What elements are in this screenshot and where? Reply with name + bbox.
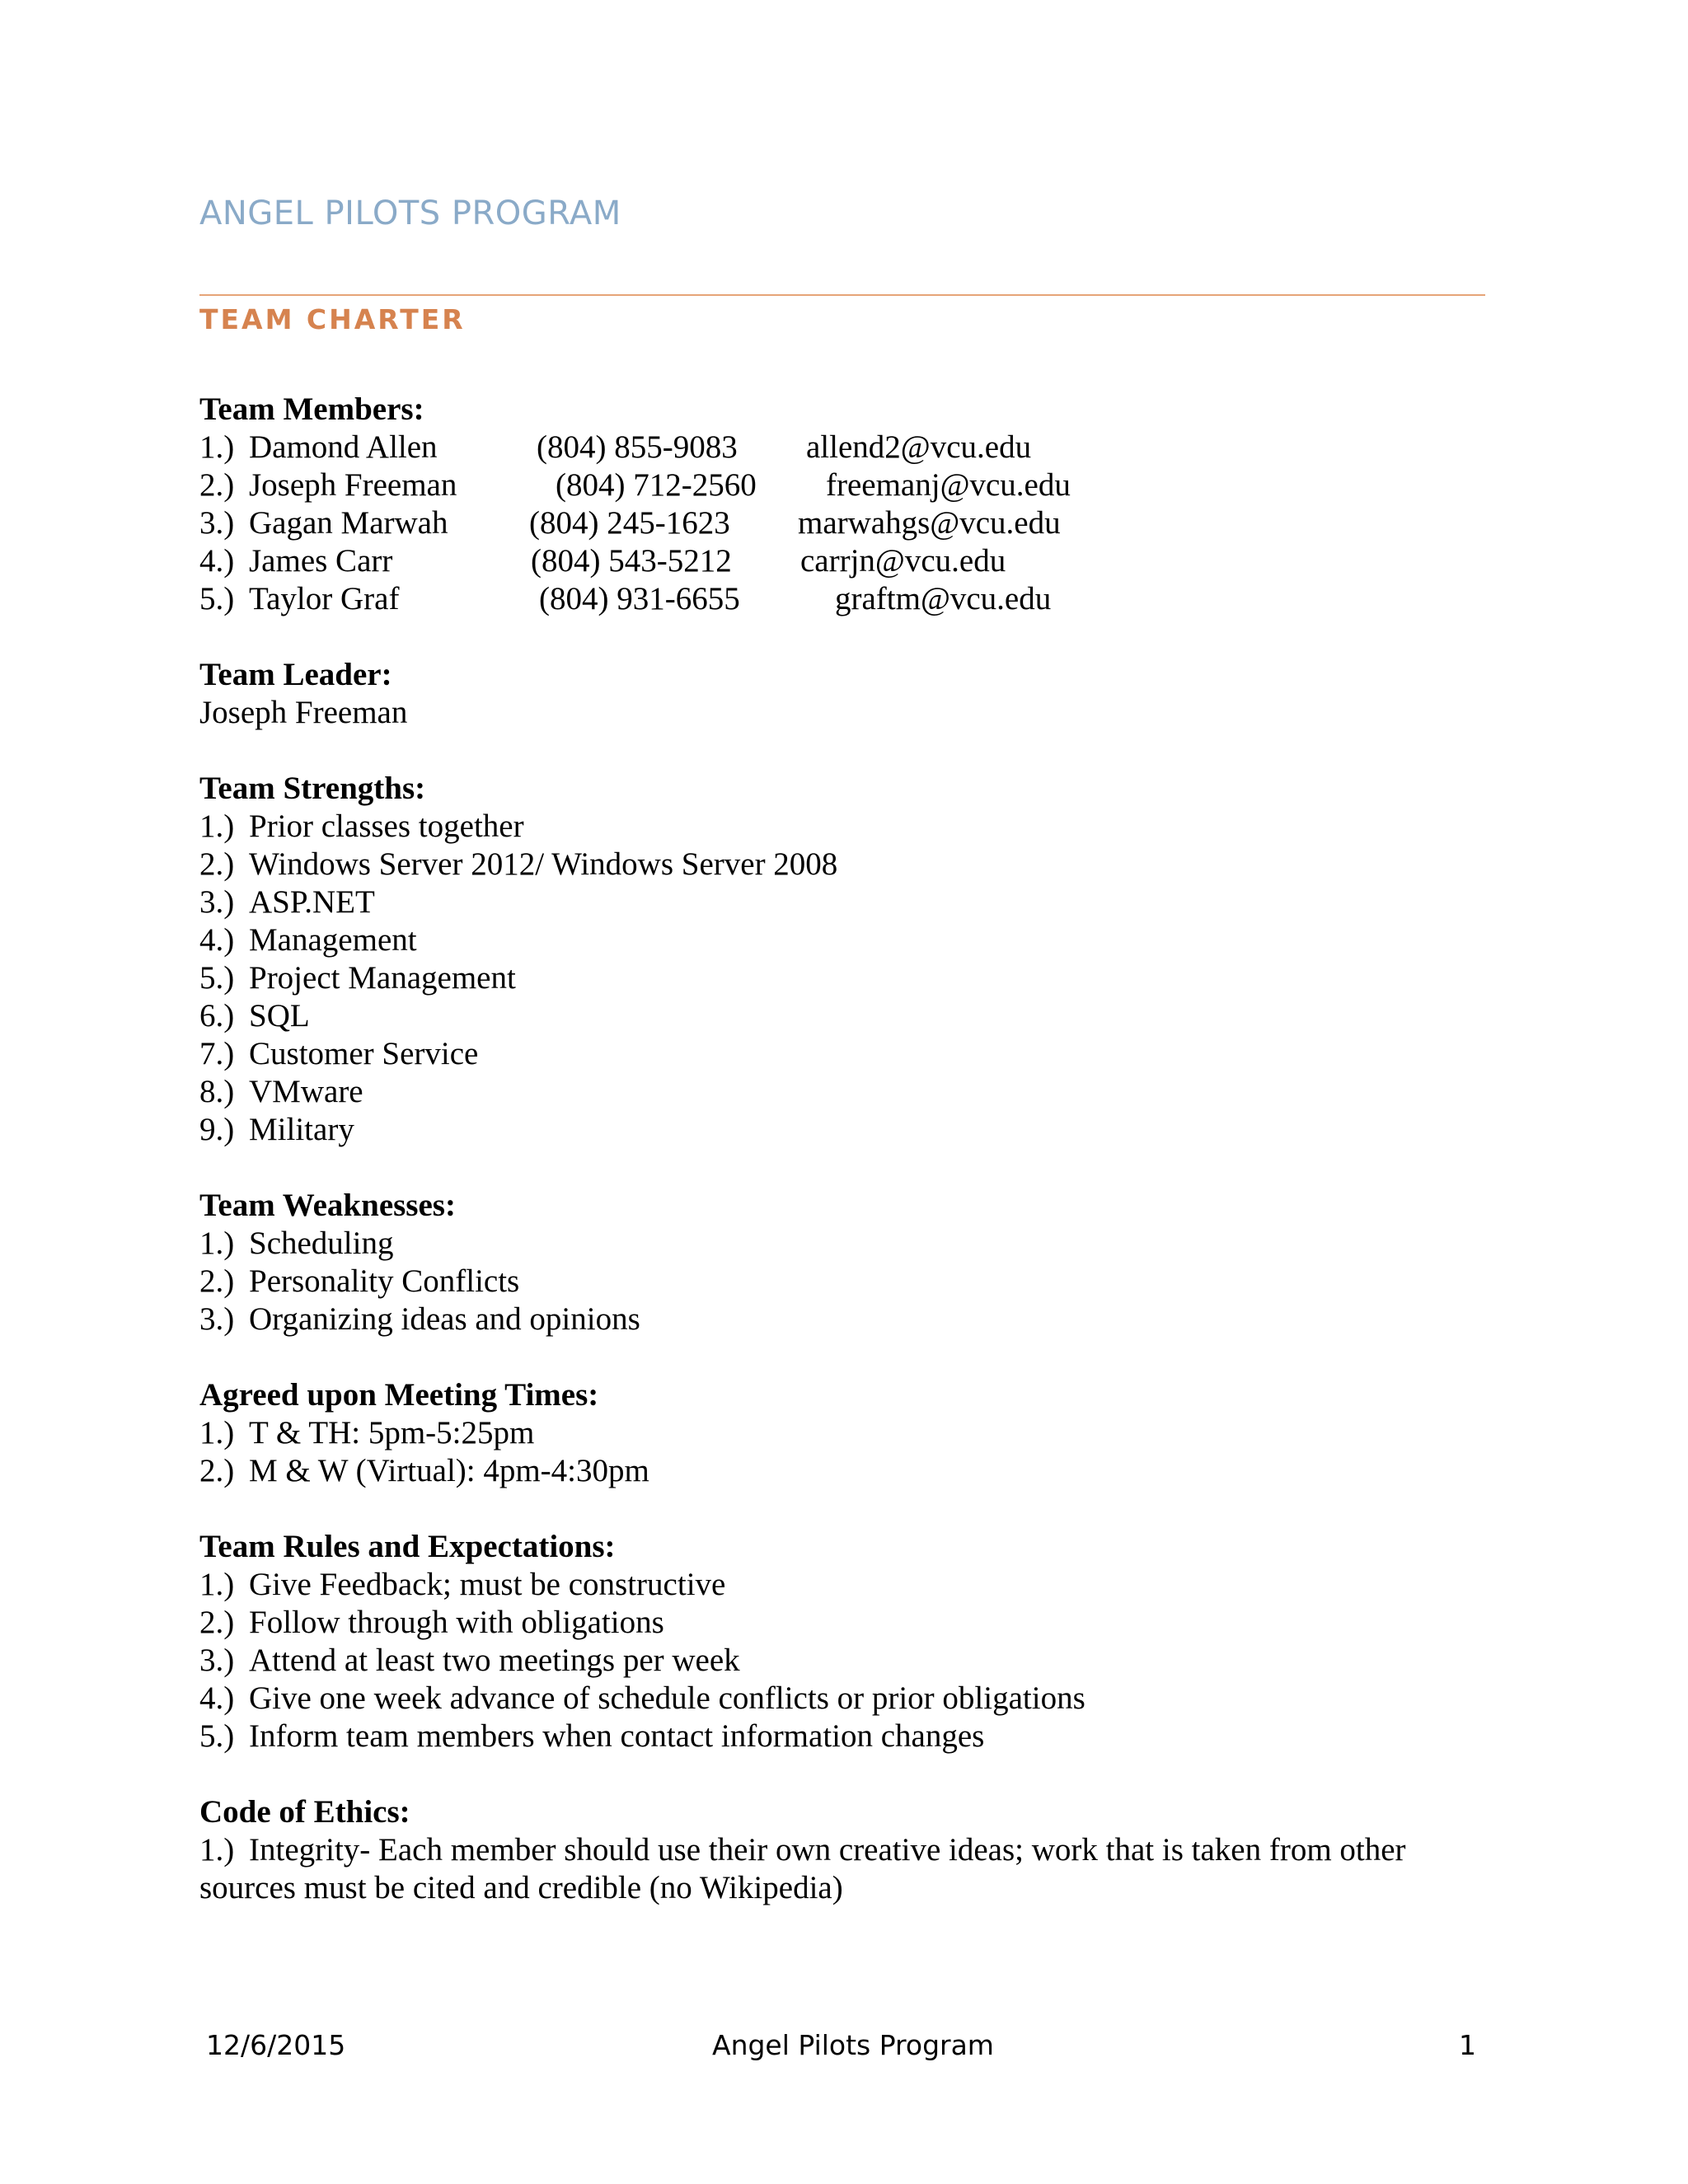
list-item — [199, 1718, 984, 1755]
list-number: 7.) — [199, 1036, 235, 1071]
member-email: graftm@vcu.edu — [835, 581, 1052, 616]
list-number: 8.) — [199, 1074, 235, 1109]
list-number: 9.) — [199, 1112, 235, 1147]
list-number: 5.) — [199, 960, 235, 996]
list-item-text: Integrity- Each member should use their own creative ideas; work that is taken from other — [249, 1832, 1406, 1868]
member-name: Damond Allen — [249, 429, 438, 465]
list-item-text: Personality Conflicts — [249, 1263, 520, 1299]
list-number: 2.) — [199, 846, 235, 882]
list-number: 1.) — [199, 1415, 235, 1451]
list-number: 1.) — [199, 429, 235, 465]
team-leader-heading: Team Leader: — [199, 657, 392, 692]
list-item — [199, 997, 310, 1035]
list-number: 3.) — [199, 1643, 235, 1678]
list-number: 3.) — [199, 1301, 235, 1337]
member-email: carrjn@vcu.edu — [800, 543, 1006, 579]
list-item-text: Give Feedback; must be constructive — [249, 1567, 726, 1602]
list-item-text: Scheduling — [249, 1226, 394, 1261]
member-name: Gagan Marwah — [249, 505, 448, 541]
list-item-text: Management — [249, 922, 417, 958]
list-item — [199, 808, 524, 846]
list-item — [199, 1263, 519, 1301]
member-phone: (804) 543-5212 — [531, 543, 732, 579]
list-number: 2.) — [199, 1263, 235, 1299]
list-item-text: Organizing ideas and opinions — [249, 1301, 640, 1337]
list-number: 4.) — [199, 543, 235, 579]
footer-title: Angel Pilots Program — [712, 2029, 994, 2061]
list-number: 5.) — [199, 581, 235, 616]
list-number: 6.) — [199, 998, 235, 1033]
list-item-continuation: sources must be cited and credible (no Wikipedia) — [199, 1870, 843, 1905]
list-item — [199, 1452, 649, 1490]
list-item-text: M & W (Virtual): 4pm-4:30pm — [249, 1453, 649, 1488]
member-phone: (804) 245-1623 — [529, 505, 730, 541]
page-number: 1 — [1459, 2029, 1476, 2061]
title-divider — [199, 294, 1485, 296]
list-item-text: Follow through with obligations — [249, 1605, 664, 1640]
list-item — [199, 883, 375, 921]
member-email: marwahgs@vcu.edu — [798, 505, 1061, 541]
list-number: 2.) — [199, 1605, 235, 1640]
member-phone: (804) 855-9083 — [537, 429, 738, 465]
list-item — [199, 959, 516, 997]
list-number: 2.) — [199, 1453, 235, 1488]
list-item-text: Attend at least two meetings per week — [249, 1643, 740, 1678]
member-email: freemanj@vcu.edu — [826, 467, 1071, 503]
list-item-text: Customer Service — [249, 1036, 479, 1071]
footer-date: 12/6/2015 — [206, 2029, 346, 2061]
list-number: 2.) — [199, 467, 235, 503]
list-item — [199, 921, 417, 959]
list-item-text: ASP.NET — [249, 884, 375, 920]
list-item-text: T & TH: 5pm-5:25pm — [249, 1415, 535, 1451]
list-item — [199, 1073, 363, 1111]
team-leader-name: Joseph Freeman — [199, 695, 408, 730]
list-number: 4.) — [199, 922, 235, 958]
list-number: 4.) — [199, 1680, 235, 1716]
team-members-heading: Team Members: — [199, 391, 424, 427]
list-item-text: Project Management — [249, 960, 516, 996]
list-number: 3.) — [199, 505, 235, 541]
list-number: 1.) — [199, 1832, 235, 1868]
meeting-times-heading: Agreed upon Meeting Times: — [199, 1377, 599, 1413]
team-strengths-heading: Team Strengths: — [199, 771, 426, 806]
document-subtitle: TEAM CHARTER — [199, 303, 466, 335]
list-item — [199, 1225, 393, 1263]
list-number: 5.) — [199, 1718, 235, 1754]
list-item — [199, 1414, 534, 1452]
team-weaknesses-heading: Team Weaknesses: — [199, 1188, 456, 1223]
list-number: 1.) — [199, 808, 235, 844]
list-item-text: SQL — [249, 998, 310, 1033]
list-number: 3.) — [199, 884, 235, 920]
member-name: James Carr — [249, 543, 393, 579]
list-item-text: Inform team members when contact information changes — [249, 1718, 985, 1754]
code-of-ethics-heading: Code of Ethics: — [199, 1794, 410, 1830]
list-item-text: Give one week advance of schedule conflicts or prior obligations — [249, 1680, 1085, 1716]
list-item — [199, 846, 837, 883]
member-phone: (804) 712-2560 — [556, 467, 757, 503]
list-number: 1.) — [199, 1567, 235, 1602]
list-item-text: Windows Server 2012/ Windows Server 2008 — [249, 846, 838, 882]
list-number: 1.) — [199, 1226, 235, 1261]
list-item-text: VMware — [249, 1074, 363, 1109]
list-item — [199, 1566, 725, 1604]
list-item — [199, 1035, 478, 1073]
list-item — [199, 1111, 354, 1149]
list-item-text: Military — [249, 1112, 354, 1147]
list-item — [199, 1301, 640, 1338]
member-name: Taylor Graf — [249, 581, 400, 616]
team-rules-heading: Team Rules and Expectations: — [199, 1529, 616, 1564]
list-item — [199, 1831, 1406, 1869]
document-title: ANGEL PILOTS PROGRAM — [199, 194, 621, 232]
list-item — [199, 1642, 740, 1680]
member-email: allend2@vcu.edu — [806, 429, 1032, 465]
list-item-text: Prior classes together — [249, 808, 524, 844]
member-name: Joseph Freeman — [249, 467, 457, 503]
list-item — [199, 1680, 1085, 1718]
member-phone: (804) 931-6655 — [539, 581, 740, 616]
list-item — [199, 1604, 664, 1642]
